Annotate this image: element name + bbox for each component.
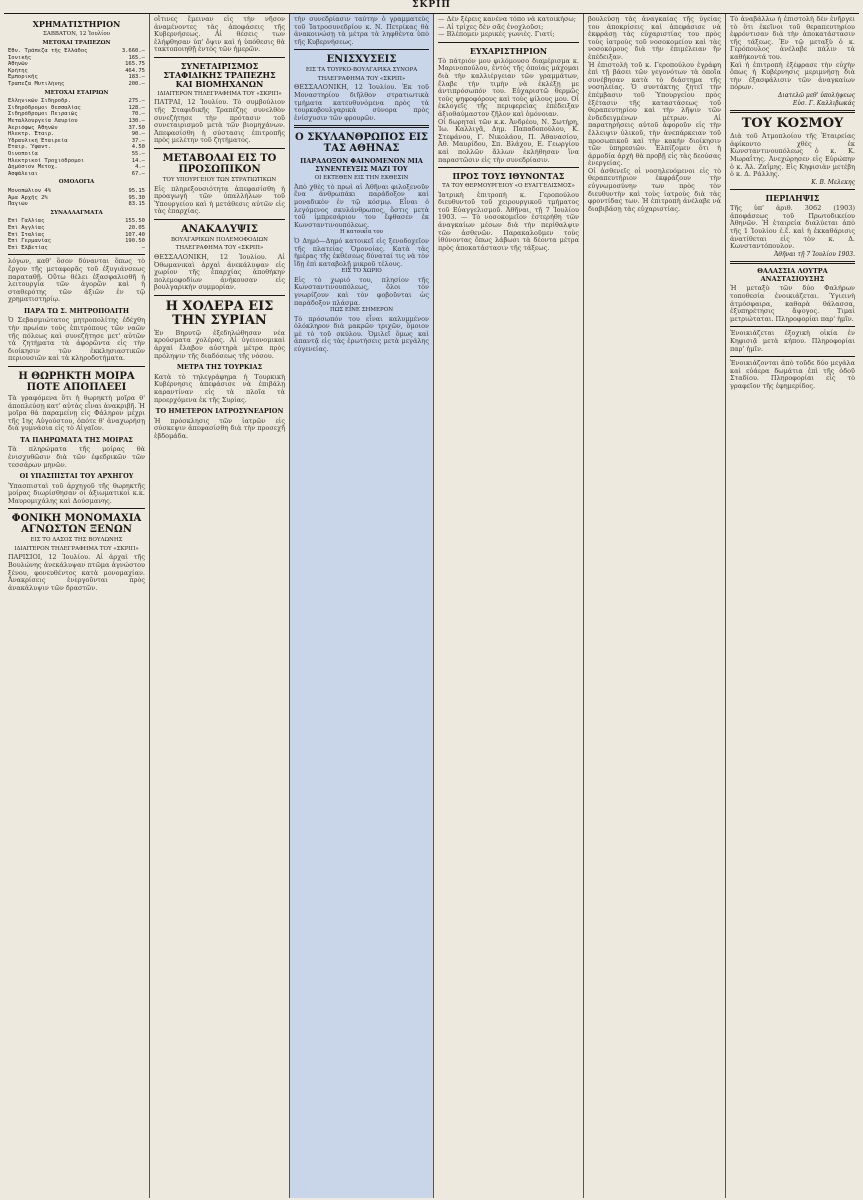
- market-title: ΧΡΗΜΑΤΙΣΤΗΡΙΟΝ: [32, 19, 121, 29]
- market-row: [8, 232, 145, 239]
- column-3-highlighted: [290, 14, 434, 1198]
- market-row: [8, 131, 145, 138]
- market-row: [8, 171, 145, 178]
- article-subheading: ΤΟΥ ΥΠΟΥΡΓΕΙΟΥ ΤΩΝ ΣΤΡΑΤΙΩΤΙΚΩΝ: [162, 177, 277, 184]
- market-row-label: Ηλεκτρ. Ἑταιρ.: [8, 131, 55, 138]
- article-body: Τὸ πρόσωπόν του εἶναι καλυμμένον ὁλόκληρον διὰ μακρῶν τριχῶν, ὅμοιον μὲ τὸ τοῦ σκύλου. Ὁμιλεῖ ὅμως καὶ ἀπαντᾷ εἰς τὰς ἐρωτήσεις μετὰ μεγάλης εὐγενείας.: [294, 314, 429, 354]
- article-body: — Δὲν ξέρεις κανένα τόπο νὰ κατοικήσω; — Αἱ τρίχες δὲν σᾶς ἐνοχλοῦσι; — Βλέπομεν μερικὲς γωνιὲς. Γιατί;: [438, 15, 576, 39]
- market-row-label: Ἄμα Ἀρχῆς 2%: [8, 194, 48, 201]
- market-row-label: Ἑταιρ. Ὑφαντ.: [8, 144, 52, 151]
- column-5: [584, 14, 726, 1198]
- market-row: [8, 164, 145, 171]
- market-row: [8, 74, 145, 81]
- article-body: ΘΕΣΣΑΛΟΝΙΚΗ, 12 Ἰουλίου. Ἐκ τοῦ Μοναστηρίου διῆλθον στρατιωτικὰ τμήματα κατευθυνόμενα πρὸς τὰ τουρκοβουλγαρικὰ σύνορα πρὸς ἐνίσχυσιν τῶν φρουρῶν.: [294, 83, 429, 122]
- market-row: [8, 98, 145, 105]
- market-row-value: 165.75: [125, 61, 145, 68]
- intro-text: λόγων, καθ' ὅσον δύνανται ὅπως τὸ ἔργον τῆς μεταφορᾶς τοῦ ἐξυγιάνσεως παραταθῇ. Οὕτω θέλει ἐξασφαλισθῆ ἡ λειτουργία τῶν ἀγορῶν καὶ ἡ σταθερότης τῶν ἀξιῶν ἐν τῷ χρηματιστηρίῳ.: [8, 257, 145, 304]
- market-row-label: Μονοπώλιον 4%: [8, 187, 52, 194]
- market-row-value: 95.30: [128, 194, 145, 201]
- market-row-label: Ἀσφάλειαι: [8, 170, 38, 177]
- article-subheading: ΤΑ ΤΟΥ ΘΕΡΜΟΥΡΓΕΙΟΥ «Ο ΕΥΑΓΓΕΛΙΣΜΟΣ»: [442, 183, 575, 190]
- signature-name: Κ. Β. Μελεκης: [811, 178, 855, 186]
- market-row: [8, 201, 145, 208]
- article-subheading: ΒΟΥΛΓΑΡΙΚΩΝ ΠΟΛΕΜΟΦΟΔΙΩΝ: [170, 236, 268, 243]
- market-row: [8, 68, 145, 75]
- article-body: Ἐν Βηρυτῷ ἐξεδηλώθησαν νέα κρούσματα χολέρας. Αἱ ὑγειονομικαὶ ἀρχαὶ ἔλαβον αὐστηρὰ μέτρα πρὸς πρόληψιν τῆς διαδόσεως τῆς νόσου.: [154, 328, 285, 360]
- article-body: Οἱ δωρηταὶ τῶν κ.κ. Ἀνδρέου, Ν. Σωτήρη, Ἰω. Καλλιγᾶ, Δημ. Παπαδοπούλου, Κ. Στεφάνου, Γ. Νικολάου, Π. Ἀθανασίου, Ἀθ. Μαυρίδου, Σπ. Βλάχου, Ε. Γεωργίου καὶ πολλῶν ἄλλων ἐκλήθησαν ἵνα παραστῶσιν εἰς τὴν συνεδρίασιν.: [438, 117, 579, 164]
- market-row-label: Ἐπὶ Ἀγγλίας: [8, 224, 45, 231]
- market-section-bonds: ΟΜΟΛΟΓΙΑ: [58, 179, 95, 186]
- market-row-label: Ἐμπορικῆς: [8, 74, 38, 81]
- article-subheading: ΕΙΣ ΤΟ ΔΑΣΟΣ ΤΗΣ ΒΟΥΛΩΝΗΣ: [30, 537, 123, 544]
- section-marker: Η κατοικία του: [340, 229, 383, 236]
- market-row-value: 3.660.—: [121, 48, 145, 55]
- article-subheading: ΕΙΣ ΤΑ ΤΟΥΡΚΟ-ΒΟΥΛΓΑΡΙΚΑ ΣΥΝΟΡΑ: [305, 67, 418, 74]
- market-section-banks: ΜΕΤΟΧΑΙ ΤΡΑΠΕΖΩΝ: [42, 39, 111, 46]
- article-body: Ἡ πρόσκλησις τῶν ἰατρῶν εἰς σύσκεψιν ἀπεφασίσθη διὰ τὴν προσεχῆ ἑβδομάδα.: [154, 416, 285, 440]
- market-row-value: 37.50: [128, 124, 145, 131]
- market-row-value: 20.05: [128, 224, 145, 231]
- market-row-label: Σιδηρόδρομοι Θεσσαλίας: [8, 104, 81, 111]
- article-heading: ΘΑΛΑΣΣΙΑ ΛΟΥΤΡΑ ΑΝΑΣΤΑΣΙΟΥΣΗΣ: [757, 267, 828, 283]
- column-1: [4, 14, 150, 1198]
- article-heading: ΕΥΧΑΡΙΣΤΗΡΙΟΝ: [469, 45, 548, 56]
- article-body: Ὁ Δημό—Δημό κατοικεῖ εἰς ξενοδοχεῖον τῆς πλατείας Ὁμονοίας. Κατὰ τὰς ἡμέρας τῆς ἐκθέσεως δύναταί τις νὰ τὸν ἴδῃ ἐπὶ καταβολῇ μικροῦ τέλους.: [294, 236, 429, 268]
- market-row: [8, 105, 145, 112]
- market-row-value: —: [141, 244, 145, 251]
- market-table-exchange: [8, 218, 145, 251]
- market-row-label: Ἀεριόφως Ἀθηνῶν: [8, 124, 58, 131]
- article-body: Εἰς πληρεξουσιότητα ἀπεφασίσθη ἡ προαγωγὴ τῶν ὑπαλλήλων τοῦ Ὑπουργείου καὶ ἡ μετάθεσις αὐτῶν εἰς τὰς ἐπαρχίας.: [154, 184, 285, 216]
- market-row-value: 4.50: [131, 144, 145, 151]
- article-subheading: ΠΑΡΑΔΟΞΟΝ ΦΑΙΝΟΜΕΝΟΝ ΜΙΑ ΣΥΝΕΝΤΕΥΞΙΣ ΜΑΖΙ ΤΟΥ: [300, 157, 423, 173]
- article-body: Τὸ ἀναβάλλω ἡ ἐπιστολὴ δὲν ἐνῆργει τὸ ὅτι ἐκεῖνοι τοῦ θεραπευτηρίου ἐφρόντισαν διὰ τὴν ἀποκατάστασιν τῆς τάξεως. Ἐν τῷ μεταξὺ ὁ κ. Γερόπουλος ἀνέλαβε πάλιν τὰ καθήκοντά του.: [730, 15, 855, 61]
- column-2: [150, 14, 290, 1198]
- article-heading: Ο ΣΚΥΛΑΝΘΡΩΠΟΣ ΕΙΣ ΤΑΣ ΑΘΗΝΑΣ: [295, 132, 428, 155]
- article-heading: ΜΕΤΡΑ ΤΗΣ ΤΟΥΡΚΙΑΣ: [176, 363, 263, 372]
- article-body: ΠΑΤΡΑΙ, 12 Ἰουλίου. Τὸ συμβούλιον τῆς Σταφιδικῆς Τραπέζης συνελθὸν συνεζήτησε τὴν πρότασιν τοῦ συνεταιρισμοῦ μετὰ τῶν βιομηχάνων. Ἀπεφασίσθη ἡ σύστασις ἐπιτροπῆς πρὸς μελέτην τοῦ ζητήματος.: [154, 98, 285, 145]
- market-row-value: 130.—: [128, 118, 145, 125]
- market-row-value: 67.—: [131, 170, 145, 177]
- column-6: [726, 14, 859, 1198]
- market-row-label: Ὀινοποιΐα: [8, 151, 38, 157]
- article-heading: ΤΑ ΠΛΗΡΩΜΑΤΑ ΤΗΣ ΜΟΙΡΑΣ: [20, 435, 133, 444]
- article-body: τὴν συνεδρίασιν ταύτην ὁ γραμματεὺς τοῦ Ἰατροσυνεδρίου κ. Ν. Πετρίκας θὰ ἀνακοινώσῃ τὰ μέτρα τὰ ληφθέντα ὑπὸ τῆς Κυβερνήσεως.: [294, 15, 429, 46]
- article-body: Εἰς τὸ χωριό του, πλησίον τῆς Κωνσταντινουπόλεως, ὅλοι τὸν γνωρίζουν καὶ τὸν φοβοῦνται ὡς παράδοξον πλάσμα.: [294, 275, 429, 307]
- market-row: [8, 55, 145, 62]
- article-body: Ἀπὸ χθὲς τὸ πρωὶ αἱ Ἀθῆναι φιλοξενοῦν ἕνα ἀνθρωπάκι παράδοξον καὶ μοναδικὸν ἐν τῷ κόσμῳ. Εἶναι ὁ λεγόμενος σκυλάνθρωπος, ὅστις μετὰ τοῦ ἰμπρεσάριου του ἔφθασεν ἐκ Κωνσταντινουπόλεως.: [294, 182, 429, 229]
- market-row: [8, 125, 145, 132]
- article-heading: ΣΥΝΕΤΑΙΡΙΣΜΟΣ ΣΤΑΦΙΔΙΚΗΣ ΤΡΑΠΕΖΗΣ ΚΑΙ ΒΙΟΜΗΧΑΝΩΝ: [163, 60, 276, 89]
- article-heading: Η ΧΟΛΕΡΑ ΕΙΣ ΤΗΝ ΣΥΡΙΑΝ: [165, 298, 274, 328]
- market-row-value: 107.40: [125, 231, 145, 238]
- market-row: [8, 48, 145, 55]
- market-row-label: Ἑλληνικῶν Σιδηροδρ.: [8, 98, 71, 105]
- market-row: [8, 188, 145, 195]
- market-table-companies: [8, 98, 145, 177]
- market-row-label: Παγιών: [8, 201, 28, 208]
- article-heading: ΕΝΙΣΧΥΣΕΙΣ: [326, 54, 397, 66]
- market-row-label: Ἐθν. Τράπεζα τῆς Ἑλλάδος: [8, 48, 88, 55]
- article-heading: ΠΑΡΑ ΤΩ Σ. ΜΗΤΡΟΠΟΛΙΤΗ: [24, 306, 129, 315]
- market-row-label: Μεταλλουργεία Λαυρίου: [8, 118, 78, 125]
- market-row-label: Δημόσιον Μετοχ.: [8, 164, 58, 171]
- section-marker: ΕΙΣ ΤΟ ΧΩΡΙΟ: [341, 268, 382, 275]
- article-body: Τὰ πληρώματα τῆς μοίρας θὰ ἐνισχυθῶσιν διὰ τῶν ἐφεδρικῶν τῶν τεσσάρων μηνῶν.: [8, 445, 145, 469]
- article-body: Ἡ μεταξὺ τῶν δύο Φαλήρων τοποθεσία ἐνοικιάζεται. Ὑγιεινὴ ἀτμόσφαιρα, καθαρὰ θάλασσα, ἐξυπηρέτησις ἄψογος. Τιμαὶ μετριώταται. Πληροφορίαι παρ' ἡμῖν.: [730, 284, 855, 323]
- telegram-label: ΤΗΛΕΓΡΑΦΗΜΑ ΤΟΥ «ΣΚΡΙΠ»: [317, 75, 406, 82]
- market-row: [8, 138, 145, 145]
- market-row-value: 37.—: [131, 137, 145, 144]
- classified-ad: Ἐνοικιάζονται ἀπὸ τοῦδε δύο μεγάλα καὶ εὐάερα δωμάτια ἐπὶ τῆς ὁδοῦ Σταδίου. Πληροφορίαι εἰς τὸ γραφεῖον τῆς ἐφημερίδος.: [730, 359, 855, 390]
- article-body: βουλεύσῃ τὰς ἀναγκαίας τῆς ὑγείας του ἀποκρίσεις καὶ ἀπεφάσισε νὰ ἐκφράσῃ τὰς εὐχαριστίας του πρὸς τοὺς ἰατροὺς τοῦ νοσοκομείου καὶ τὰς νοσοκόμους διὰ τὴν ἐπιμέλειαν ἣν ἐπέδειξαν.: [588, 15, 721, 61]
- article-heading: ΤΟΥ ΚΟΣΜΟΥ: [741, 116, 844, 132]
- market-row: [8, 61, 145, 68]
- classified-ad: Ἐνοικιάζεται ἐξοχικὴ οἰκία ἐν Κηφισιᾷ μετὰ κήπου. Πληροφορίαι παρ' ἡμῖν.: [730, 329, 855, 353]
- market-row-label: Κρήτης: [8, 67, 28, 74]
- article-heading: ΟΙ ΥΠΑΣΠΙΣΤΑΙ ΤΟΥ ΑΡΧΗΓΟΥ: [19, 472, 134, 481]
- market-row-value: 155.50: [125, 218, 145, 225]
- column-4: [434, 14, 584, 1198]
- article-subheading: ΟΙ ΕΚΤΕΘΕΝ ΕΙΣ ΤΗΝ ΕΚΘΕΣΙΝ: [314, 175, 409, 182]
- article-heading: ΠΡΟΣ ΤΟΥΣ ΙΘΥΝΟΝΤΑΣ: [452, 171, 565, 182]
- signature-line: Διατελῶ μεθ' ὑπολήψεως: [778, 91, 855, 99]
- market-section-exchange: ΣΥΝΑΛΛΑΓΜΑΤΑ: [50, 209, 103, 216]
- article-body: Τὸ πάτριόν μου φιλόμουσο διαμέρισμα κ. Μαρινοπούλου, ἐντὸς τῆς ὁποίας μάχομαι διὰ τὴν καλλιέργειαν τῶν γραμμάτων, ἔλαβε τὴν τιμὴν νὰ ἐκλέξῃ με ἀντιπρόσωπόν του. Εὐχαριστῶ θερμῶς τοὺς ψηφοφόρους καὶ τοὺς φίλους μου. Οἱ ἐκλογεῖς τῆς περιφερείας ἐπέδειξαν ἀξιοθαύμαστον ζῆλον καὶ ὁμόνοιαν.: [438, 56, 579, 118]
- article-body: Οἱ ἀσθενεῖς οἱ νοσηλευόμενοι εἰς τὸ θεραπευτήριον ἐκφράζουν τὴν εὐγνωμοσύνην των πρὸς τὸν διευθυντὴν καὶ τοὺς ἰατροὺς διὰ τὰς φροντίδας των. Ἡ ἐπιτροπὴ ἀνέλαβε νὰ διαβιβάσῃ τὰς εὐχαριστίας.: [588, 166, 721, 213]
- telegram-label: ΙΔΙΑΙΤΕΡΟΝ ΤΗΛΕΓΡΑΦΗΜΑ ΤΟΥ «ΣΚΡΙΠ»: [14, 545, 139, 552]
- article-heading: ΤΟ ΗΜΕΤΕΡΟΝ ΙΑΤΡΟΣΥΝΕΔΡΙΟΝ: [155, 407, 284, 416]
- notice-date: Ἀθῆναι τῇ 7 Ἰουλίου 1903.: [774, 250, 855, 258]
- telegram-label: ΙΔΙΑΙΤΕΡΟΝ ΤΗΛΕΓΡΑΦΗΜΑ ΤΟΥ «ΣΚΡΙΠ»: [157, 90, 282, 97]
- market-date: ΣΑΒΒΑΤΟΝ, 12 Ἰουλίου: [43, 31, 110, 37]
- market-row-value: 183.—: [128, 74, 145, 81]
- market-row: [8, 238, 145, 245]
- signature-name: Εὐσ. Γ. Καλλιβωκάς: [792, 99, 855, 107]
- market-row: [8, 118, 145, 125]
- market-row: [8, 111, 145, 118]
- market-row-label: Ἰονικῆς: [8, 54, 32, 61]
- market-row: [8, 144, 145, 151]
- article-body: Ἰατρικὴ ἐπιτροπὴ κ. Γεροπούλου διευθυντοῦ τοῦ χειρουργικοῦ τμήματος τοῦ Εὐαγγελισμοῦ. Ἀθῆναι, τῇ 7 Ἰουλίου 1903. — Τὸ νοσοκομεῖον ἐστερήθη τῶν ἀναγκαίων μέσων διὰ τὴν περίθαλψιν τῶν ἀσθενῶν. Παρακαλοῦμεν τοὺς ἰθύνοντας ὅπως λάβωσι τὰ δέοντα μέτρα πρὸς ἀποκατάστασιν τῆς τάξεως.: [438, 190, 579, 252]
- market-row-value: 4.—: [135, 164, 145, 171]
- market-row-label: Σιδηρόδρομοι Πειραιῶς: [8, 111, 78, 118]
- page-header: ΣΚΡΙΠ: [4, 0, 859, 14]
- market-row-label: Ἐπὶ Ἰταλίας: [8, 231, 45, 238]
- article-heading: ΜΕΤΑΒΟΛΑΙ ΕΙΣ ΤΟ ΠΡΟΣΩΠΙΚΟΝ: [162, 153, 277, 176]
- market-row-label: Ἐπὶ Γαλλίας: [8, 218, 45, 225]
- market-row-label: Ὑδραυλική Ἑταιρεία: [8, 137, 68, 144]
- article-body: Καὶ ἡ ἐπιτροπὴ ἐξέφρασε τὴν εὐχὴν ὅπως ἡ Κυβέρνησις μεριμνήσῃ διὰ τὴν ἐξασφάλισιν τῶν ἀναγκαίων πόρων.: [730, 60, 855, 92]
- market-row: [8, 225, 145, 232]
- telegram-label: ΤΗΛΕΓΡΑΦΗΜΑ ΤΟΥ «ΣΚΡΙΠ»: [175, 245, 264, 252]
- article-body: Κατὰ τὸ τηλεγράφημα ἡ Τουρκικὴ Κυβέρνησις ἀπεφάσισε νὰ ἐπιβάλῃ καραντίναν εἰς τὰ πλοῖα τὰ προερχόμενα ἐκ τῆς Συρίας.: [154, 372, 285, 404]
- market-row-value: 90.—: [131, 131, 145, 138]
- market-row-value: 190.50: [125, 238, 145, 245]
- article-body: Τὰ γραφόμενα ὅτι ἡ θωρηκτὴ μοῖρα θ' ἀποπλεύσῃ κατ' αὐτὰς εἶναι ἀνακριβῆ. Ἡ μοῖρα θὰ παραμείνῃ εἰς Φάληρον μέχρι τῆς 1ης Αὐγούστου, ὁπότε θ' ἀναχωρήσῃ διὰ γυμνάσια εἰς τὸ Αἰγαῖον.: [8, 393, 145, 433]
- market-row-value: 55.—: [131, 151, 145, 157]
- market-row: [8, 218, 145, 225]
- article-body: Τῆς ὑπ' ἀριθ. 3062 (1903) ἀποφάσεως τοῦ Πρωτοδικείου Ἀθηνῶν. Ἡ ἐταιρεία διαλύεται ἀπὸ τῆς 1 Ἰουλίου ἐ.ἔ. καὶ ἡ ἐκκαθάρισις ἀνατίθεται εἰς τὸν κ. Δ. Κωνσταντόπουλον.: [730, 204, 855, 251]
- market-row-label: Ἐπὶ Ἑλβετίας: [8, 244, 48, 251]
- market-table-banks: [8, 48, 145, 88]
- article-heading: ΑΝΑΚΑΛΥΨΙΣ: [181, 223, 258, 235]
- market-row: [8, 158, 145, 165]
- market-row-value: 275.—: [128, 98, 145, 105]
- market-row-value: 165.—: [128, 54, 145, 61]
- market-row: [8, 81, 145, 88]
- market-row-value: 200.—: [128, 81, 145, 88]
- article-body: ΘΕΣΣΑΛΟΝΙΚΗ, 12 Ἰουλίου. Αἱ Ὀθωμανικαὶ ἀρχαὶ ἀνεκάλυψαν εἰς χωρίον τῆς ἐπαρχίας ἀποθήκην πολεμοφοδίων ἀνήκουσαν εἰς βουλγαρικὴν συμμορίαν.: [154, 252, 285, 292]
- article-heading: ΠΕΡΙΛΗΨΙΣ: [765, 193, 820, 204]
- article-body: οἵτινες ἔμειναν εἰς τὴν νῆσον ἀναμένοντες τὰς ἀποφάσεις τῆς Κυβερνήσεως. Αἱ θέσεις των ἐλήφθησαν ὑπ' ὄψιν καὶ ἡ ὑπόθεσις θὰ τακτοποιηθῇ ἐντὸς τῶν ἡμερῶν.: [154, 15, 285, 54]
- market-row: [8, 245, 145, 252]
- market-row-value: 95.15: [128, 187, 145, 194]
- article-body: ΠΑΡΙΣΙΟΙ, 12 Ἰουλίου. Αἱ ἀρχαὶ τῆς Βουλώνης ἀνεκάλυψαν πτῶμα ἀγνώστου ξένου, φονευθέντος κατὰ μονομαχίαν. Ἀνακρίσεις ἐνεργοῦνται πρὸς ἀνακάλυψιν τῶν δραστῶν.: [8, 553, 145, 592]
- section-marker: ΠΩΣ ΕΙΝΕ ΣΗΜΕΡΟΝ: [329, 307, 394, 314]
- market-row-value: 464.75: [125, 67, 145, 74]
- market-row: [8, 151, 145, 158]
- market-row-value: 83.15: [128, 201, 145, 208]
- market-row: [8, 195, 145, 202]
- article-body: Ἡ ἐπιστολὴ τοῦ κ. Γεροπούλου ἐγράφη ἐπὶ τῇ βάσει τῶν γεγονότων τὰ ὁποῖα συνέβησαν κατὰ τὸ διάστημα τῆς νοσηλείας. Ὁ συντάκτης ζητεῖ τὴν ἐπέμβασιν τοῦ Ὑπουργείου πρὸς ἐξέτασιν τῆς καταστάσεως τοῦ θεραπευτηρίου καὶ τὴν λῆψιν τῶν ἐνδεδειγμένων μέτρων. Αἱ παρατηρήσεις αὐτοῦ ἀφοροῦν εἰς τὴν ἔλλειψιν ὑλικοῦ, τὴν ἀνεπάρκειαν τοῦ προσωπικοῦ καὶ τὴν κακὴν διοίκησιν τῶν ὑπηρεσιῶν. Ἐλπίζομεν ὅτι ἡ ἁρμοδία ἀρχὴ θὰ προβῇ εἰς τὰς δεούσας ἐνεργείας.: [588, 60, 721, 168]
- market-row-label: Ἐπὶ Γερμανίας: [8, 238, 52, 245]
- market-row-label: Ἠλεκτρικοὶ Τροχιόδρομοι: [8, 157, 85, 164]
- market-row-value: 70.—: [131, 111, 145, 118]
- article-body: Ὑπασπισταὶ τοῦ ἀρχηγοῦ τῆς θωρηκτῆς μοίρας διωρίσθησαν οἱ ἀξιωματικοὶ κ.κ. Μαυρομιχάλης καὶ Δούσμανης.: [8, 481, 145, 505]
- market-row-label: Τραπεζα Μυτιλήνης: [8, 81, 65, 88]
- article-heading: ΦΟΝΙΚΗ ΜΟΝΟΜΑΧΙΑ ΑΓΝΩΣΤΩΝ ΞΕΝΩΝ: [11, 513, 142, 536]
- article-heading: Η ΘΩΡΗΚΤΗ ΜΟΙΡΑ ΠΟΤΕ ΑΠΟΠΛΕΕΙ: [18, 370, 135, 393]
- market-row-value: 14.—: [131, 157, 145, 164]
- market-row-label: Ἀθηνῶν: [8, 61, 28, 68]
- article-body: Ὁ Σεβασμιώτατος μητροπολίτης ἐδέχθη τὴν πρωίαν τοὺς ἐπιτρόπους τῶν ναῶν τῆς πόλεως καὶ συνεζήτησε μετ' αὐτῶν τὰ ζητήματα τὰ ἀφορῶντα εἰς τὴν διοίκησιν τῶν ἐκκλησιαστικῶν περιουσιῶν καὶ τὰ κληροδοτήματα.: [8, 316, 145, 363]
- market-table-bonds: [8, 188, 145, 208]
- article-body: Διὰ τοῦ Ἀτμοπλοίου τῆς Ἑταιρείας ἀφίκοντο χθὲς ἐκ Κωνσταντινουπόλεως ὁ κ. Κ. Μωραΐτης. Ἀνεχώρησεν εἰς Εὐρώπην ὁ κ. Ἀλ. Ζαΐμης. Εἰς Κηφισιὰν μετέβη ὁ κ. Δ. Ράλλης.: [730, 132, 855, 179]
- market-section-companies: ΜΕΤΟΧΑΙ ΕΤΑΙΡΙΩΝ: [44, 89, 109, 96]
- market-row-value: 128.—: [128, 104, 145, 111]
